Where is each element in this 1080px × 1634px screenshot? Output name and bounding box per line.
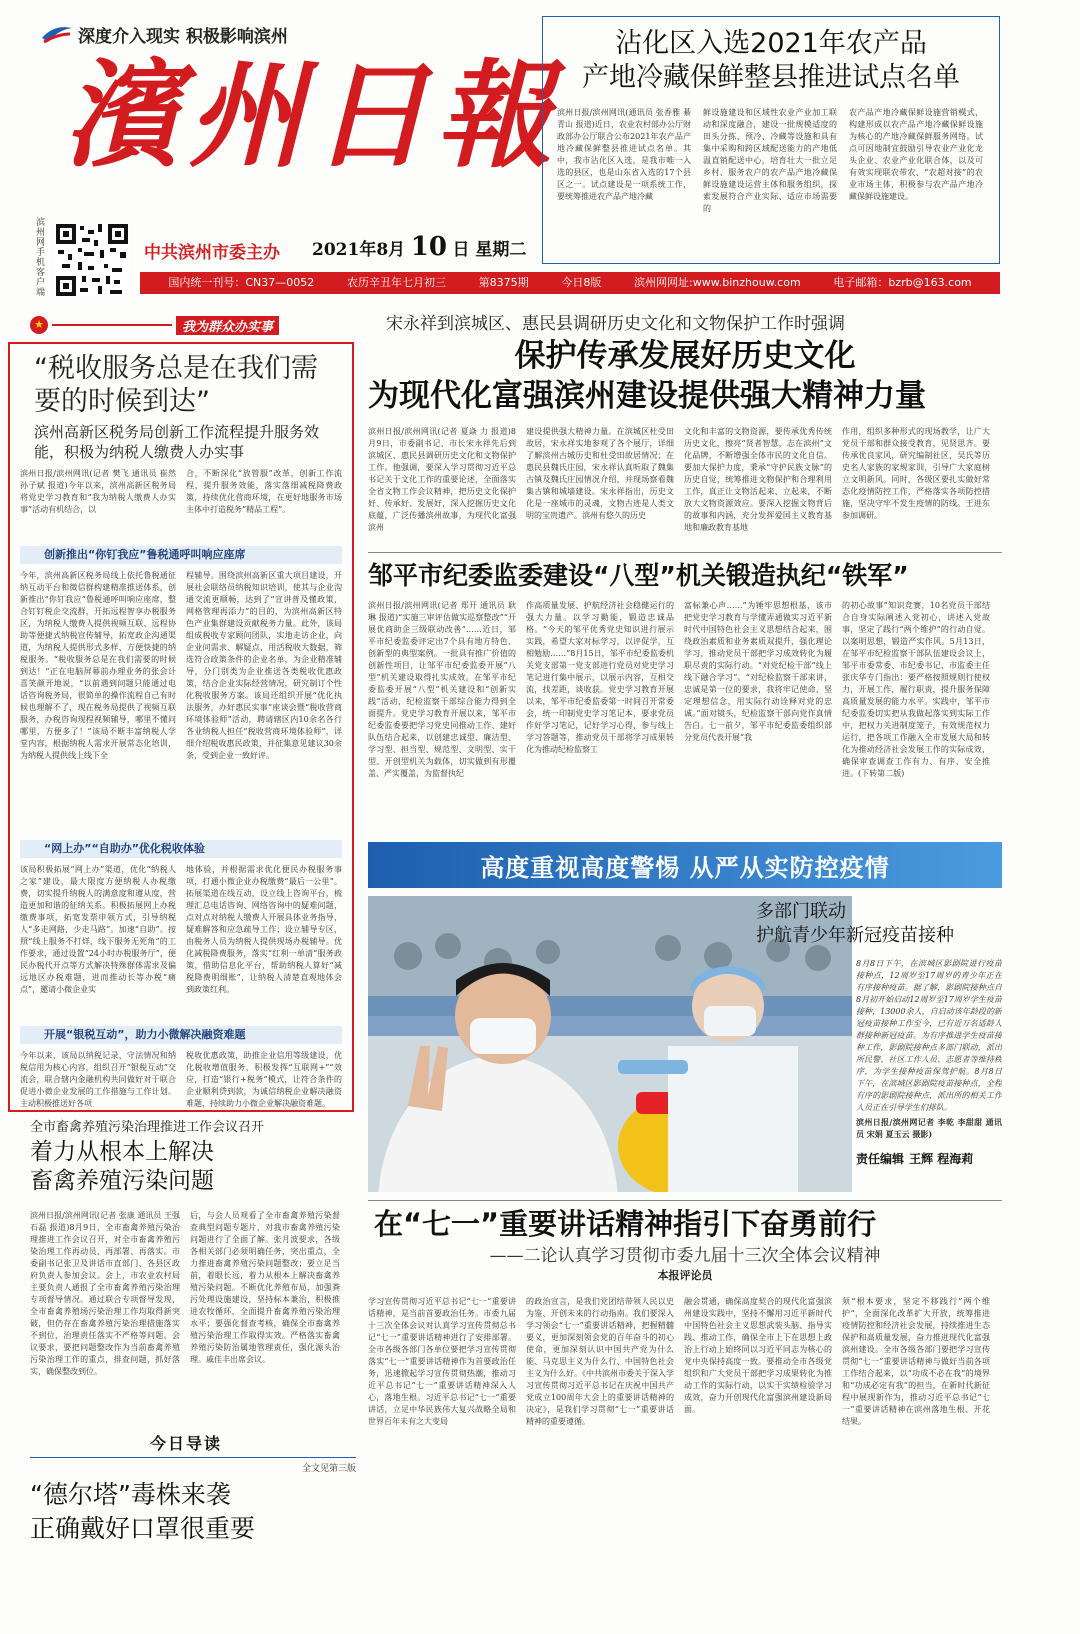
issue-date-day: 10 [410, 232, 447, 262]
feature-subhead-1: 创新推出“你钉我应”鲁税通呼叫响应座席 [20, 546, 342, 564]
feature-subtitle: 滨州高新区税务局创新工作流程提升服务效能，积极为纳税人缴费人办实事 [34, 423, 320, 461]
epidemic-banner [368, 842, 1002, 888]
lead-headline-1: 保护传承发展好历史文化 [514, 338, 856, 374]
organizer: 中共滨州市委主办 [144, 243, 280, 263]
second-col-4: 的初心故事”知识竞赛，10名党员干部结合自身实际阐述入党初心，讲述入党故事，坚定了践行“两个维护”的行动自觉。以案明思想，锻造严实作风。5月13日，在邹平市纪检监察干部队伍建设会议上，邹平市委常委、市纪委书记、市监委主任张庆华专门指出：要严格按照规则行使权力，开展工作，履行职责，提升服务保障高质量发展的能力水平。实践中，邹平市纪委监委切实把从我做起落实到实际工作中，把权力关进制度笼子，有效规范权力运行，把各项工作融入全市发展大局和转化为推动经济社会发展工作的实际成效，确保审查调查工作有力、有序、安全推进。(下转第二版) [842, 601, 990, 778]
commentary [368, 1204, 1002, 1632]
photo-headline-1: 多部门联动 [756, 901, 846, 922]
left-second-col-2: 后，与会人员观看了全市畜禽养殖污染督查典型问题专题片，对我市畜禽养殖污染问题进行了全面了解。张月波要求，各级各相关部门必须明确任务，突出重点，全力推进畜禽养殖污染问题整改；要立足当前，着眼长远，着力从根本上解决畜禽养殖污染问题。不断优化养殖布局，加强粪污处理设施建设，坚持标本兼治，积极推进农牧循环，全面提升畜禽养殖污染治理水平；要强化督查考核，确保全市畜禽养殖污染治理工作取得实效。严格落实畜禽养殖污染防治属地管理责任，强化源头治理。戚佳丰出席会议。 [190, 1211, 340, 1364]
lead-story [368, 312, 1002, 548]
info-item: 电子邮箱：bzrb@163.com [833, 276, 972, 289]
guide-label: 今日导读 [150, 1434, 223, 1453]
issue-date-month: 2021年8月 [312, 240, 406, 260]
feature-subhead-3: 开展“银税互动”，助力小微解决融资难题 [20, 1026, 342, 1044]
commentary-byline: 本报评论员 [657, 1269, 713, 1282]
left-second-kicker: 全市畜禽养殖污染治理推进工作会议召开 [30, 1120, 265, 1135]
feature-sub3-col-2: 税收优惠政策，助推企业信用等级建设，优化税收增值服务，积极发挥“互联网+”“效应，打造“银行+税务”模式，让符合条件的企业顺利贷到款，为诚信纳税企业解决融资难题，持续助力小微企业解决融资难题。 [186, 1051, 342, 1108]
info-item: 国内统一刊号：CN37—0052 [168, 276, 315, 289]
top-right-col-3: 农产品产地冷藏保鲜设施营销模式，构建形成以农产品产地冷藏保鲜设施为核心的产地冷藏保鲜服务网络。试点可因地制宜鼓励引导农业产业化龙头企业、农业产业化联合体，以及可有效实现联农带农、“农超对接”的农业市场主体，积极参与农产品产地冷藏保鲜设施建设。 [849, 108, 983, 201]
masthead-info-bar [140, 272, 1000, 294]
guide-see: 全文见第三版 [301, 1464, 356, 1474]
lead-headline-2: 为现代化富强滨州建设提供强大精神力量 [368, 378, 926, 414]
masthead-title: 濱州日報 [64, 48, 560, 184]
qr-caption: 滨州网手机客户端 [36, 218, 46, 298]
banner-text: 高度重视高度警惕 从严从实防控疫情 [480, 853, 890, 882]
feature-headline: “税收服务总是在我们需要的时候到达” [34, 353, 318, 417]
paper-logo-icon [40, 22, 74, 44]
commentary-headline: 在“七一”重要讲话精神指引下奋勇前行 [374, 1207, 877, 1241]
todays-guide [30, 1428, 356, 1628]
photo-headline-2: 护航青少年新冠疫苗接种 [756, 925, 954, 946]
qr-code-icon [54, 222, 130, 298]
feature-subhead-2: “网上办”“自助办”优化税收体验 [20, 840, 342, 858]
guide-headline-2: 正确戴好口罩很重要 [30, 1514, 256, 1543]
feature-sub3-col-1: 今年以来，该局以纳税记录、守法情况和纳税信用为核心内容，组织召开“银税互动”交流会，联合辖内金融机构共同做好对于联合促进小微企业发展的工作措施与工作计划。主动积极推送好各项 [20, 1051, 176, 1108]
commentary-col-1: 学习宣传贯彻习近平总书记“七一”重要讲话精神，是当前首要政治任务。市委九届十三次全体会议对认真学习宣传贯彻总书记“七一”重要讲话精神进行了安排部署。全市各级各部门各单位要把学习宣传贯彻落实“七一”重要讲话精神作为首要政治任务，迅速掀起学习宣传贯彻热潮，推动习近平总书记“七一”重要讲话精神深入人心，落地生根。习近平总书记“七一”重要讲话，立足中华民族伟大复兴战略全局和世界百年未有之大变局 [368, 1297, 516, 1426]
feature-sub1-col-2: 程辅导。围绕滨州高新区重大项目建设，开展社会联络员纳税知识培训，使其与企业沟通交流更顺畅，达到了“宣讲普及懂政策，网格管理再添力”的目的，为滨州高新区特色产业集群建设贡献税务力量。此外，该局组成税收专家顾问团队，实地走访企业，向企业问需求、解疑点，用活税收大数据，筛选符合政策条件的企业名单，为企业精准辅导，分门别类为企业推送各类税收优惠政策，结合企业实际经营情况，研究制订个性化税收服务方案。该局还组织开展“优化执法服务，办好惠民实事”座谈会暨“税收营商环境体验师”活动，聘请辖区内10余名各行各业纳税人担任“税收营商环境体验师”，详细介绍税收惠民政策，并征集意见建议30余条，受到企业一致好评。 [186, 571, 342, 760]
commentary-subtitle: ——二论认真学习贯彻市委九届十三次全体会议精神 [489, 1246, 881, 1266]
second-col-1: 滨州日报/滨州网讯(记者 郑开 通讯员 耿琳 报道)“实施三审评估做实巡察整改”“开展优商助企三级联动改善”……近日，邹平市纪委监委评定出7个具有地方特色、创新型的典型案例。一批具有推广价值的创新性项目，让邹平市纪委监委开展“八型”机关建设取得扎实成效。在邹平市纪委监委开展“八型”机关建设和“创新实践”活动，纪检监察干部综合能力得到全面提升。党史学习教育开展以来，邹平市纪委监委要把学习党史同推动工作、建好队伍结合起来，以创建忠诚型、廉洁型、学习型、担当型、规范型、文明型、实干型、开创型机关为载体，切实做到有形覆盖、严实覆盖，为监督执纪 [368, 601, 516, 778]
left-second-headline-1: 着力从根本上解决 [30, 1139, 214, 1165]
top-right-col-2: 鲜设施建设和区域性农业产业加工联动和深度融合，建设一批规模适度的田头分拣、预冷、冷藏等设施和具有集中采购和跨区域配送能力的产地低温直销配送中心，培育壮大一批立足乡村、服务农户的农产品产地冷藏保鲜设施建设运营主体和服务组织，探索发展符合产业实际、适应市场需要的 [703, 108, 837, 213]
issue-date-weekday: 日 星期二 [452, 240, 527, 260]
divider [368, 1200, 1002, 1201]
commentary-col-2: 的政治宣言，是我们党团结带领人民以史为鉴、开创未来的行动指南。我们要深入学习领会“七一”重要讲话精神，把握精髓要义，更加深刻领会党的百年奋斗的初心使命，更加深刻认识中国共产党为什么能、马克思主义为什么行、中国特色社会主义为什么好。《中共滨州市委关于深入学习宣传贯彻习近平总书记在庆祝中国共产党成立100周年大会上的重要讲话精神的决定》，是我们学习贯彻“七一”重要讲话精神的重要遵循。 [526, 1297, 674, 1426]
left-second-col-1: 滨州日报/滨州网讯(记者 张康 通讯员 王强 石磊 报道)8月9日，全市畜禽养殖污染治理推进工作会议召开，对全市畜禽养殖污染治理工作再动员、再部署、再落实。市委副书记张卫及讲话市直部门、各县区政府负责人参加会议。会上，市农业农村局主要负责人通报了全市畜禽养殖污染治理专项督导情况。通过联合专项督导发现，全市畜禽养殖场污染治理工作均取得新突破，但仍存在畜禽养殖污染治理措施落实不到位，治理责任落实不严格等问题。会议要求，要把问题整改作为当前畜禽养殖污染治理工作的重点，排查问题，抓好落实，确保整改到位。 [30, 1211, 180, 1376]
second-col-2: 作高质量发展、护航经济社会稳健运行的强大力量。以学习勤能，锻造忠诚品格。“今天的邹平优秀党史知识进行展示实践，希望大家对标学习，以评促学，互相勉励……”8月15日，邹平市纪委监委机关党支部第一党支部进行党员对党史学习笔记进行集中展示，以展示内容，互相交流，找差距，谈收获。党史学习教育开展以来，邹平市纪委监委第一时间召开常委会，统一印制党史学习笔记本，要求党员作好学习笔记，记好学习心得，参与线上学习答题等，推动党员干部将学习成果转化为推动纪检监察工 [526, 601, 674, 754]
feature-intro-col-2: 合，不断深化“放管服”改革，创新工作流程，提升服务效能，落实落细减税降费政策，持续优化营商环境，在更好地服务市场主体中打造税务“精品工程”。 [186, 469, 342, 514]
commentary-col-4: 须“根本要求，坚定不移践行”两个维护“，全面深化改革扩大开放，统筹推进疫情防控和经济社会发展，持续推进生态保护和高质量发展，奋力推进现代化富强滨州建设。全市各级各部门要把学习宣传贯彻“七一”重要讲话精神与做好当前各项工作结合起来，以“功成不必在我”的境界和“功成必定有我”的担当，在新时代新征程中展现新作为，推动习近平总书记“七一”重要讲话精神在滨州落地生根、开花结果。 [842, 1297, 990, 1426]
issue-date [312, 232, 526, 262]
left-second-headline-2: 畜禽养殖污染问题 [30, 1168, 214, 1194]
photo-body: 8月8日下午，在滨城区影剧院进行疫苗接种点，12周岁至17周岁的青少年正在有序接种疫苗。据了解，影剧院接种点自8月初开始启动12周岁至17周岁学生疫苗接种，13000余人，自启动该年龄段的新冠疫苗接种工作至今，已有近万名适龄人群接种新冠疫苗。为有序推进学生疫苗接种工作，影剧院接种点多部门联动，派出所民警、社区工作人员、志愿者等维持秩序，为学生接种疫苗保驾护航。8月8日下午，在滨城区影剧院疫苗接种点，全程有序的影剧院接种点，派出所的相关工作人员正在引导学生们排队。 [856, 959, 1002, 1112]
second-headline: 邹平市纪委监委建设“八型”机关锻造执纪“铁军” [368, 561, 909, 590]
commentary-col-3: 融会贯通，确保高度契合的现代化富强滨州建设实践中，坚持不懈用习近平新时代中国特色社会主义思想武装头脑、指导实践、推动工作，确保全市上下在思想上政治上行动上始终同以习近平同志为核心的党中央保持高度一致。要推动全市各级党组织和广大党员干部把学习成果转化为推动工作的实际行动，以实干实绩检验学习成效，奋力开创现代化富强滨州建设新局面。 [684, 1297, 832, 1414]
lead-col-3: 文化和丰富的文物资源，要传承优秀传统历史文化，擦亮“贤者智慧，志在滨州”文化品牌，不断增强全体市民的文化自信。要加大保护力度，秉承“守护民族文脉”的历史自觉，统筹推进文物保护和合理利用工作，真正让文物活起来、立起来，不断放大文物资源效应。要深入挖掘文物背后的故事和内涵，充分发挥爱国主义教育基地和廉政教育基地 [684, 427, 832, 532]
top-right-headline-1: 沾化区入选2021年农产品 [615, 28, 927, 59]
feature-sub2-col-1: 该局积极拓展“网上办”渠道，优化“纳税人之家”建设，最大限度方便纳税人办税缴费，切实提升纳税人的满意度和遵从度，营造更加和谐的征纳关系。积极拓展网上办税缴费事项，拓宽发票申领方式，引导纳税人“多走网路，少走马路”。加速“自助”。按照“线上服务不打烊，线下服务无死角”的工作要求，通过设置“24小时办税服务厅”，便民办税代开点等方式解决特殊群体需求及偏远地区办税难题，进而推动长等办税“痛点”，邀请小微企业实 [20, 865, 176, 994]
left-feature [8, 342, 354, 1112]
info-item: 农历辛丑年七月初三 [346, 276, 446, 289]
divider [368, 552, 1002, 553]
feature-sub1-col-1: 今年，滨州高新区税务局线上依托鲁税通征纳互动平台和微信群构建精准推送体系，创新推出“你钉我应”鲁税通呼叫响应座席，整合钉钉税企交流群，开拓远程智享办税服务区，为纳税人缴费人提供视频互联、远程协助等便捷式纳税宣传辅导，拓宽政企沟通渠道，为纳税人提供形式多样、方便快捷的纳税服务。“税收服务总是在我们需要的时候到达！”正在电脑屏幕前办理业务的张会计喜笑颜开地说，“以前遇到问题只能通过电话咨询税务局，很简单的操作流程自己有时候也理解不了，现在税务局提供了视频互联服务，办税咨询现程视频辅导，哪里不懂问哪里，方便多了！”该局不断丰富纳税人学堂内容，根据纳税人需求开展常态化培训，为纳税人提供线上线下全 [20, 571, 176, 760]
lead-kicker: 宋永祥到滨城区、惠民县调研历史文化和文物保护工作时强调 [386, 314, 845, 334]
top-right-headline-2: 产地冷藏保鲜整县推进试点名单 [582, 62, 960, 93]
editor-names: 王辉 程海莉 [909, 1152, 974, 1166]
feature-intro-col-1: 滨州日报/滨州网讯(记者 樊飞 通讯员 崔然 孙子斌 报道)今年以来，滨州高新区税务局将党史学习教育和“我为纳税人缴费人办实事”活动有机结合，以 [20, 469, 176, 514]
party-emblem-icon: ★ [30, 316, 48, 334]
info-item: 今日8版 [561, 276, 602, 289]
lead-col-2: 建设提供强大精神力量。在滨城区杜受田故居，宋永祥实地参观了各个展厅，详细了解滨州古城历史和杜受田故居情况；在惠民县魏氏庄园，宋永祥认真听取了魏集古镇及魏氏庄园情况介绍，并现场察看魏集古镇和城墙建设。宋永祥指出，历史文化是一座城市的灵魂，文物古迹是人类文明的宝贵遗产。滨州有悠久的历史 [526, 427, 674, 520]
feature-logo [30, 314, 290, 336]
photo-credit: 滨州日报/滨州网记者 李乾 李甜甜 通讯员 宋娟 夏玉云 摄影) [856, 1117, 1002, 1139]
top-right-col-1: 滨州日报/滨州网讯(通讯员 张香雅 綦青山 报道)近日，农业农村部办公厅财政部办公厅联合公布2021年农产品产地冷藏保鲜整县推进试点名单。其中，我市沾化区入选，是我市唯一入选的县区，也是山东省入选的17个县区之一。试点建设是一项系统工作，要统筹推进农产品产地冷藏 [557, 108, 691, 201]
lead-col-4: 作用，组织多种形式的现场教学，让广大党员干部和群众接受教育，见贤思齐。要传承优良家风，研究编制社区，吴氏等历史名人家族的家规家训，引导广大家庭树立文明新风。同时，各级区要扎实做好常态化疫情防控工作，严格落实各项防控措施，坚决守牢不发生疫情的防线。王进东参加调研。 [842, 427, 990, 520]
second-story [368, 558, 1002, 832]
editor-label: 责任编辑 [856, 1152, 905, 1166]
feature-sub2-col-2: 地体验，并根据需求优化便民办税服务事项，打通小微企业办税缴费“最后一公里”。拓展渠道在线互动，设立线上咨询平台，梳理汇总电话咨询、网络咨询中的疑难问题，点对点对纳税人缴费人开展具体业务指导，疑难解答和应急疏导工作；设立辅导专区，由税务人员为纳税人提供现场办税辅导。优化减税降费服务，落实“红利一单清”服务政策，借助信息化平台，帮助纳税人算好“减税降费明细账”，让纳税人清楚直观地体会到政策红利。 [186, 865, 342, 994]
top-right-story [542, 16, 1000, 264]
left-second-story [30, 1118, 356, 1418]
feature-logo-text: 我为群众办实事 [176, 316, 279, 335]
masthead-slogan: 深度介入现实 积极影响滨州 [78, 27, 288, 47]
photo-story-text [756, 900, 1002, 1196]
lead-col-1: 滨州日报/滨州网讯(记者 夏焱 力 报道)8月9日，市委副书记、市长宋永祥先后到滨城区、惠民县调研历史文化和文物保护工作。他强调，要深入学习贯彻习近平总书记关于文化工作的重要论述，全面落实全省文物工作会议精神，把历史文化保护好、传承好、发展好，深入挖掘历史文化底蕴，广泛传播滨州故事，为现代化富强滨州 [368, 427, 516, 532]
second-col-3: 富标兼心声……”为锤牢思想根基，该市把党史学习教育与学懂弄通做实习近平新时代中国特色社会主义思想结合起来，围绕政治素质和业务素质双提升，强化理论学习，推动党员干部把学习成效转化为履职尽责的实际行动。“对党纪检干部“线上线下融合学习”。“对纪检监察干部来讲，忠诚是第一位的要求，我将牢记使命、坚定理想信念，用实际行动诠释对党的忠诚。”面对镜头，纪检监察干部向党作真情告白。七一前夕，邹平市纪委监委组织部分党员代表开展”我 [684, 601, 832, 742]
guide-headline-1: “德尔塔”毒株来袭 [30, 1480, 231, 1509]
info-item: 第8375期 [478, 276, 529, 289]
info-item: 滨州网网址:www.binzhouw.com [634, 276, 801, 289]
